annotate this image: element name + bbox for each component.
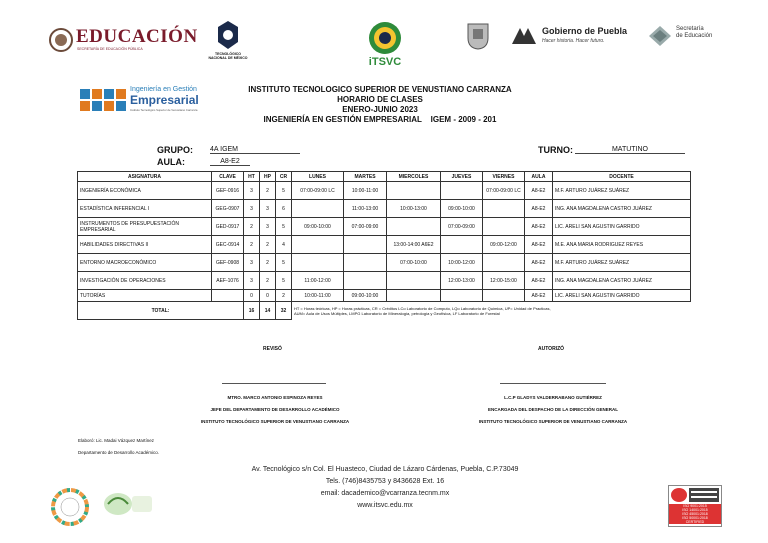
cell-asignatura: INGENIERÍA ECONÓMICA <box>78 182 212 200</box>
cell-clave: GED-0917 <box>212 218 244 236</box>
header-cell: AULA <box>525 172 553 182</box>
cell-martes <box>344 254 387 272</box>
header-cell: CR <box>276 172 292 182</box>
table-row <box>78 290 691 302</box>
educacion-logo-sub: SECRETARÍA DE EDUCACIÓN PÚBLICA <box>77 47 143 51</box>
iges-main-text: Empresarial <box>130 93 199 107</box>
left-signature-line <box>222 383 326 384</box>
cert-text: ISO 9001:2015 ISO 14001:2015 ISO 45001:2018 ISO 50001:2018 CERTIFIED <box>669 504 721 524</box>
grupo-label: GRUPO: <box>157 145 193 155</box>
cell-miercoles: 13:00-14:00 A6E2 <box>387 236 441 254</box>
cell-ht: 3 <box>244 272 260 290</box>
right-signer-inst: INSTITUTO TECNOLÓGICO SUPERIOR DE VENUSTIANO CARRANZA <box>478 419 628 424</box>
cell-hp: 2 <box>260 236 276 254</box>
iges-top-text: Ingeniería en Gestión <box>130 86 197 93</box>
total-label: TOTAL: <box>78 302 244 320</box>
cell-hp: 0 <box>260 290 276 302</box>
sep-logo <box>48 27 198 53</box>
iges-sub-text: Instituto Tecnológico Superior de Venustiano Carranza <box>130 108 198 112</box>
puebla-crest <box>466 22 490 50</box>
cell-viernes: 09:00-12:00 <box>483 236 525 254</box>
aula-value: A8-E2 <box>210 158 250 166</box>
cell-asignatura: TUTORÍAS <box>78 290 212 302</box>
ring-badge-logo <box>48 487 93 527</box>
cell-jueves <box>441 182 483 200</box>
iges-blocks-icon <box>80 89 126 111</box>
cell-docente: ING. ANA MAGDALENA CASTRO JUÁREZ <box>553 272 691 290</box>
header-period: ENERO-JUNIO 2023 <box>342 105 418 114</box>
cell-jueves: 10:00-12:00 <box>441 254 483 272</box>
cell-asignatura: HABILIDADES DIRECTIVAS II <box>78 236 212 254</box>
total-ht: 16 <box>244 302 260 320</box>
cell-asignatura: ESTADÍSTICA INFERENCIAL I <box>78 200 212 218</box>
right-signer-name: L.C.P GLADYS VALDERRABANO GUTIÉRREZ <box>504 395 602 400</box>
schedule-table <box>77 171 691 320</box>
cell-viernes: 07:00-09:00 LC <box>483 182 525 200</box>
table-row <box>78 218 691 236</box>
document-header <box>230 85 530 125</box>
left-signer-name: MTRO. MARCO ANTONIO ESPINOZA REYES <box>227 395 323 400</box>
cell-clave <box>212 290 244 302</box>
cell-viernes: 12:00-15:00 <box>483 272 525 290</box>
cell-asignatura: INVESTIGACIÓN DE OPERACIONES <box>78 272 212 290</box>
header-cell: VIERNES <box>483 172 525 182</box>
cell-cr: 5 <box>276 254 292 272</box>
cell-docente: LIC. ARELI SAN AGUSTIN GARRIDO <box>553 290 691 302</box>
contact-block <box>190 464 580 512</box>
header-cell: CLAVE <box>212 172 244 182</box>
secretaria-diamond-icon <box>648 25 672 47</box>
left-signer-role: JEFE DEL DEPARTAMENTO DE DESARROLLO ACADÉMICO <box>210 407 340 412</box>
sep-shield-icon <box>48 27 74 53</box>
left-signer-inst: INSTITUTO TECNOLÓGICO SUPERIOR DE VENUSTIANO CARRANZA <box>200 419 350 424</box>
cell-lunes: 11:00-12:00 <box>292 272 344 290</box>
cell-martes: 07:00-09:00 <box>344 218 387 236</box>
cell-cr: 5 <box>276 218 292 236</box>
total-row <box>78 302 691 320</box>
cell-hp: 2 <box>260 182 276 200</box>
left-signature-block <box>150 392 400 428</box>
cell-cr: 4 <box>276 236 292 254</box>
itsvc-logo <box>360 20 410 70</box>
header-career: INGENIERÍA EN GESTIÓN EMPRESARIAL IGEM - 2009 - 201 <box>263 115 497 124</box>
cell-lunes: 07:00-09:00 LC <box>292 182 344 200</box>
certification-badge <box>668 485 722 527</box>
cell-martes: 11:00-13:00 <box>344 200 387 218</box>
cell-lunes <box>292 200 344 218</box>
cell-aula: A8-E2 <box>525 254 553 272</box>
header-cell: HT <box>244 172 260 182</box>
header-institution: INSTITUTO TECNOLOGICO SUPERIOR DE VENUSTIANO CARRANZA <box>248 85 512 94</box>
address-text: Av. Tecnológico s/n Col. El Huasteco, Ciudad de Lázaro Cárdenas, Puebla, C.P.73049 <box>251 466 519 473</box>
gobierno-sub: Hacer historia. Hacer futuro. <box>542 38 605 44</box>
cell-jueves: 12:00-13:00 <box>441 272 483 290</box>
cell-lunes <box>292 254 344 272</box>
header-cell: JUEVES <box>441 172 483 182</box>
cell-docente: M.F. ARTURO JUÁREZ SUÁREZ <box>553 254 691 272</box>
cell-jueves <box>441 236 483 254</box>
cell-hp: 2 <box>260 272 276 290</box>
cell-lunes: 10:00-11:00 <box>292 290 344 302</box>
cell-ht: 3 <box>244 200 260 218</box>
itsvc-logo-text: iTSVC <box>368 56 402 68</box>
secretaria-educacion-logo <box>648 24 728 50</box>
cell-martes: 10:00-11:00 <box>344 182 387 200</box>
header-cell: HP <box>260 172 276 182</box>
plastic-free-icon <box>100 490 155 520</box>
cell-cr: 5 <box>276 182 292 200</box>
cell-cr: 6 <box>276 200 292 218</box>
right-signature-block <box>428 392 678 428</box>
cell-viernes <box>483 218 525 236</box>
inr-logo <box>671 488 687 502</box>
header-title: HORARIO DE CLASES <box>337 95 423 104</box>
cell-hp: 3 <box>260 200 276 218</box>
web-text: www.itsvc.edu.mx <box>357 502 413 509</box>
cell-clave: GEF-0908 <box>212 254 244 272</box>
cell-martes: 09:00-10:00 <box>344 290 387 302</box>
secretaria-title2: de Educación <box>676 33 713 39</box>
elaboro-text: Elaboró: Lic. Madai Vázquez Martínez <box>78 438 155 443</box>
cell-clave: GEF-0916 <box>212 182 244 200</box>
table-row <box>78 254 691 272</box>
reviso-label: REVISÓ <box>263 346 282 352</box>
tecnm-emblem-icon <box>217 20 239 50</box>
cell-ht: 3 <box>244 254 260 272</box>
autorizo-label: AUTORIZÓ <box>538 346 565 352</box>
tecnm-logo-text: TECNOLÓGICO NACIONAL DE MÉXICO <box>208 52 248 60</box>
cell-aula: A8-E2 <box>525 236 553 254</box>
phone-text: Tels. (746)8435753 y 8436628 Ext. 16 <box>325 478 445 485</box>
header-cell: ASIGNATURA <box>78 172 212 182</box>
cell-miercoles <box>387 182 441 200</box>
plastic-free-logo <box>100 490 155 520</box>
table-row <box>78 200 691 218</box>
gobierno-title: Gobierno de Puebla <box>542 26 628 36</box>
cell-miercoles: 10:00-13:00 <box>387 200 441 218</box>
iges-logo <box>80 86 210 114</box>
cell-jueves <box>441 290 483 302</box>
cell-jueves: 07:00-09:00 <box>441 218 483 236</box>
educacion-logo-text: EDUCACIÓN <box>76 26 198 47</box>
cell-miercoles <box>387 290 441 302</box>
cell-aula: A8-E2 <box>525 272 553 290</box>
cell-viernes <box>483 254 525 272</box>
grupo-value: 4A IGEM <box>210 146 300 154</box>
table-header-row <box>78 172 691 182</box>
cell-clave: GEG-0907 <box>212 200 244 218</box>
cell-hp: 2 <box>260 254 276 272</box>
cell-docente: LIC. ARELI SAN AGUSTIN GARRIDO <box>553 218 691 236</box>
turno-label: TURNO: <box>538 145 573 155</box>
cell-aula: A8-E2 <box>525 290 553 302</box>
cell-clave: AEF-1076 <box>212 272 244 290</box>
cell-clave: GEC-0914 <box>212 236 244 254</box>
certification-lines-icon <box>689 488 719 502</box>
cell-cr: 2 <box>276 290 292 302</box>
total-hp: 14 <box>260 302 276 320</box>
cell-docente: M.E. ANA MARIA RODRIGUEZ REYES <box>553 236 691 254</box>
cell-ht: 2 <box>244 218 260 236</box>
table-row <box>78 272 691 290</box>
legend-cell <box>292 302 691 320</box>
cell-cr: 5 <box>276 272 292 290</box>
colorful-ring-icon <box>48 487 93 527</box>
secretaria-title: Secretaría <box>676 26 704 32</box>
table-row <box>78 236 691 254</box>
legend-line-2: AUM= Aula de Usos Múltiples, LMPG Laboratorio de Mineralogía, petrología y Geofísica, LF Laboratorio de Forestal <box>294 310 500 316</box>
cell-lunes: 09:00-10:00 <box>292 218 344 236</box>
puebla-emblem-icon <box>510 24 538 48</box>
total-cr: 32 <box>276 302 292 320</box>
cell-viernes <box>483 290 525 302</box>
header-cell: MARTES <box>344 172 387 182</box>
cell-aula: A8-E2 <box>525 218 553 236</box>
header-cell: DOCENTE <box>553 172 691 182</box>
crest-icon <box>466 22 490 50</box>
cell-ht: 2 <box>244 236 260 254</box>
cell-ht: 0 <box>244 290 260 302</box>
cell-ht: 3 <box>244 182 260 200</box>
table-row <box>78 182 691 200</box>
cell-docente: M.F. ARTURO JUÁREZ SUÁREZ <box>553 182 691 200</box>
gobierno-puebla-logo <box>510 24 640 50</box>
cell-jueves: 09:00-10:00 <box>441 200 483 218</box>
cell-miercoles <box>387 218 441 236</box>
tecnm-logo <box>203 20 253 65</box>
turno-value: MATUTINO <box>575 146 685 154</box>
cell-martes <box>344 236 387 254</box>
cell-docente: ING. ANA MAGDALENA CASTRO JUÁREZ <box>553 200 691 218</box>
email-text: email: dacademico@vcarranza.tecnm.mx <box>320 490 450 497</box>
cell-aula: A8-E2 <box>525 200 553 218</box>
cell-miercoles <box>387 272 441 290</box>
departamento-text: Departamento de Desarrollo Académico. <box>78 450 160 455</box>
cell-asignatura: ENTORNO MACROECONÓMICO <box>78 254 212 272</box>
cell-martes <box>344 272 387 290</box>
cell-aula: A8-E2 <box>525 182 553 200</box>
header-cell: LUNES <box>292 172 344 182</box>
right-signature-line <box>500 383 606 384</box>
cell-hp: 3 <box>260 218 276 236</box>
cell-viernes <box>483 200 525 218</box>
legend-line-1: HT = Horas teóricas, HP = Horas prácticas, CR = Créditos LCo Laboratorio de Computo, LQo Laboratorio de Química, UP= Unidad de Practicas, <box>294 305 551 311</box>
cell-asignatura: INSTRUMENTOS DE PRESUPUESTACIÓN EMPRESARIAL <box>78 218 212 236</box>
aula-label: AULA: <box>157 157 185 167</box>
header-cell: MIERCOLES <box>387 172 441 182</box>
cell-lunes <box>292 236 344 254</box>
cell-miercoles: 07:00-10:00 <box>387 254 441 272</box>
right-signer-role: ENCARGADA DEL DESPACHO DE LA DIRECCIÓN GENERAL <box>487 407 618 412</box>
itsvc-emblem-icon <box>365 20 405 56</box>
